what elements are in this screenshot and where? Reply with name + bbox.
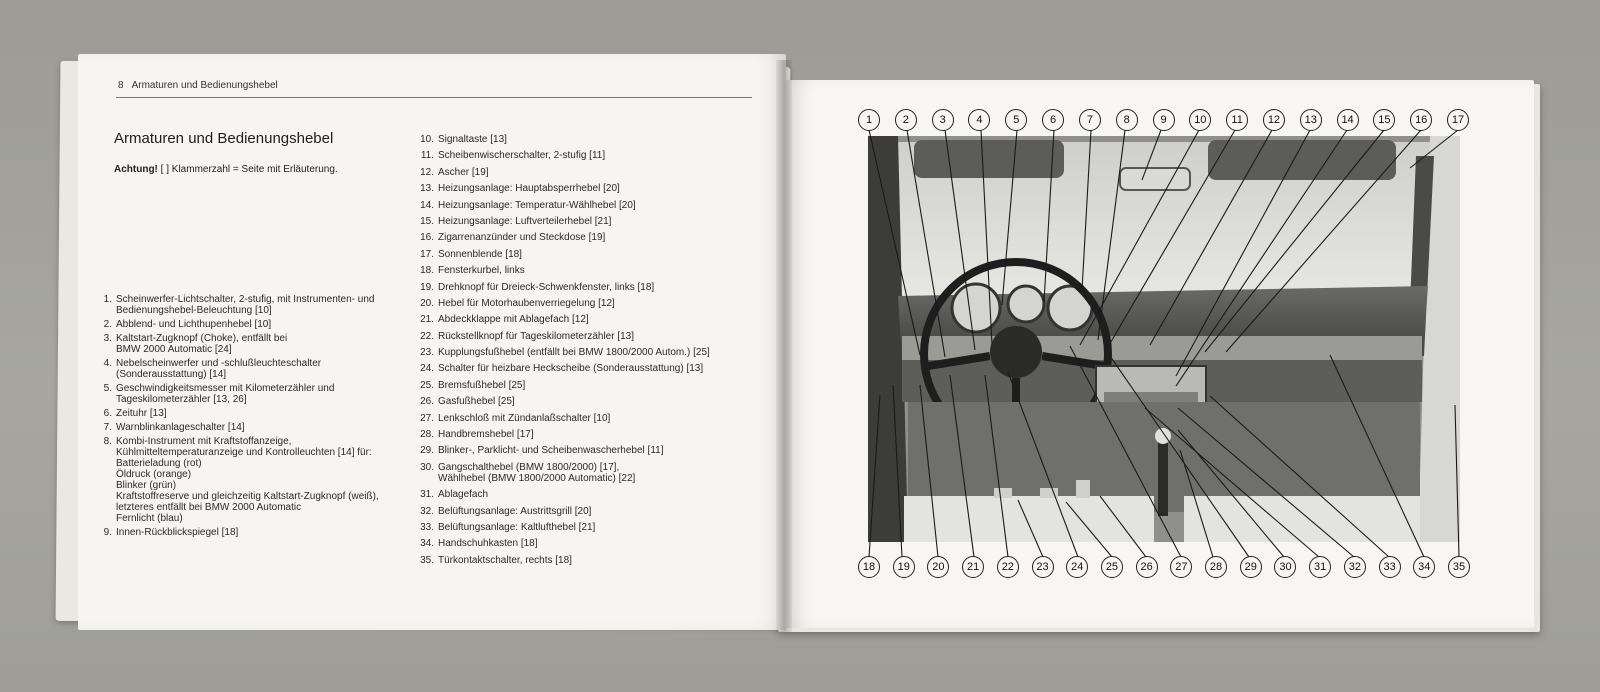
callout-16: 16: [1410, 109, 1432, 131]
callout-14: 14: [1337, 109, 1359, 131]
legend-item-number: 33.: [420, 521, 434, 533]
legend-item-text: Kombi-Instrument mit Kraftstoffanzeige, Kühlmitteltemperaturanzeige und Kontrolleuchten [14] für: Batterieladung (rot) Öldruck (orange) Blinker (grün) Kraftstoffreserve und gleichzeitig Kaltstart-Zugknopf (weiß), letzteres entfällt bei BMW 2000 Automatic Fernlicht (blau): [116, 436, 379, 524]
legend-item-text: Belüftungsanlage: Austrittsgrill [20]: [438, 505, 592, 517]
legend-item-number: 3.: [103, 333, 112, 344]
callout-18: 18: [858, 556, 880, 578]
callout-21: 21: [962, 556, 984, 578]
callout-34: 34: [1413, 556, 1435, 578]
legend-item-number: 26.: [420, 396, 434, 408]
callout-22: 22: [997, 556, 1019, 578]
legend-item-number: 35.: [420, 554, 434, 566]
legend-item-text: Kaltstart-Zugknopf (Choke), entfällt bei BMW 2000 Automatic [24]: [116, 333, 288, 355]
legend-item-number: 18.: [420, 265, 434, 277]
note-text: [ ] Klammerzahl = Seite mit Erläuterung.: [160, 164, 338, 175]
callout-31: 31: [1309, 556, 1331, 578]
page-title: Armaturen und Bedienungshebel: [114, 130, 334, 147]
legend-item-text: Lenkschloß mit Zündanlaßschalter [10]: [438, 412, 611, 424]
legend-item-number: 15.: [420, 215, 434, 227]
legend-item-number: 14.: [420, 199, 434, 211]
legend-item-number: 9.: [103, 527, 112, 538]
callout-4: 4: [968, 109, 990, 131]
legend-item-number: 21.: [420, 314, 434, 326]
page-number: 8: [118, 80, 124, 91]
legend-item-number: 17.: [420, 248, 434, 260]
legend-item-text: Zeituhr [13]: [116, 408, 167, 419]
note-label: Achtung!: [114, 164, 158, 175]
callout-5: 5: [1005, 109, 1027, 131]
legend-item-text: Gangschalthebel (BMW 1800/2000) [17], Wählhebel (BMW 1800/2000 Automatic) [22]: [438, 461, 636, 484]
callout-32: 32: [1344, 556, 1366, 578]
legend-item-text: Belüftungsanlage: Kaltlufthebel [21]: [438, 521, 596, 533]
legend-item-number: 23.: [420, 347, 434, 359]
legend-item-text: Blinker-, Parklicht- und Scheibenwascherhebel [11]: [438, 445, 664, 457]
callout-10: 10: [1189, 109, 1211, 131]
callout-33: 33: [1379, 556, 1401, 578]
callout-26: 26: [1136, 556, 1158, 578]
legend-item-text: Sonnenblende [18]: [438, 248, 522, 260]
legend-item-number: 7.: [103, 422, 112, 433]
legend-item-text: Scheibenwischerschalter, 2-stufig [11]: [438, 150, 606, 162]
legend-item-text: Schalter für heizbare Heckscheibe (Sonderausstattung) [13]: [438, 363, 704, 375]
callout-25: 25: [1101, 556, 1123, 578]
legend-item-number: 11.: [420, 150, 434, 162]
legend-item-text: Gasfußhebel [25]: [438, 396, 515, 408]
callout-3: 3: [932, 109, 954, 131]
callout-13: 13: [1300, 109, 1322, 131]
legend-item-text: Signaltaste [13]: [438, 134, 507, 145]
callout-19: 19: [893, 556, 915, 578]
legend-item-text: Abdeckklappe mit Ablagefach [12]: [438, 314, 589, 326]
callout-11: 11: [1226, 109, 1248, 131]
legend-item-number: 24.: [420, 363, 434, 375]
legend-item-number: 13.: [420, 183, 434, 195]
callout-20: 20: [927, 556, 949, 578]
callout-9: 9: [1153, 109, 1175, 131]
legend-item-number: 28.: [420, 429, 434, 441]
legend-item-number: 30.: [420, 461, 434, 473]
legend-item-number: 22.: [420, 330, 434, 342]
legend-item-text: Drehknopf für Dreieck-Schwenkfenster, links [18]: [438, 281, 655, 293]
legend-item-text: Fensterkurbel, links: [438, 265, 525, 277]
callout-2: 2: [895, 109, 917, 131]
callout-15: 15: [1373, 109, 1395, 131]
legend-item-number: 31.: [420, 489, 434, 501]
legend-item-number: 19.: [420, 281, 434, 293]
callout-6: 6: [1042, 109, 1064, 131]
callout-8: 8: [1116, 109, 1138, 131]
callout-23: 23: [1032, 556, 1054, 578]
legend-item-number: 16.: [420, 232, 434, 244]
callout-35: 35: [1448, 556, 1470, 578]
callout-28: 28: [1205, 556, 1227, 578]
callout-29: 29: [1240, 556, 1262, 578]
callout-12: 12: [1263, 109, 1285, 131]
legend-item-number: 5.: [103, 383, 112, 394]
legend-item-number: 20.: [420, 297, 434, 309]
legend-item-text: Geschwindigkeitsmesser mit Kilometerzähler und Tageskilometerzähler [13, 26]: [116, 383, 335, 405]
legend-item-number: 25.: [420, 379, 434, 391]
legend-item-text: Handschuhkasten [18]: [438, 538, 538, 550]
legend-item-number: 34.: [420, 538, 434, 550]
legend-item-text: Rückstellknopf für Tageskilometerzähler [13]: [438, 330, 635, 342]
legend-item-text: Scheinwerfer-Lichtschalter, 2-stufig, mit Instrumenten- und Bedienungshebel-Beleuchtung [10]: [116, 294, 375, 316]
legend-item-text: Handbremshebel [17]: [438, 429, 534, 441]
callout-7: 7: [1079, 109, 1101, 131]
legend-item-number: 12.: [420, 166, 434, 178]
legend-item-text: Zigarrenanzünder und Steckdose [19]: [438, 232, 606, 244]
legend-item-text: Innen-Rückblickspiegel [18]: [116, 527, 239, 538]
legend-item-text: Warnblinkanlageschalter [14]: [116, 422, 245, 433]
callout-1: 1: [858, 109, 880, 131]
legend-item-text: Bremsfußhebel [25]: [438, 379, 526, 391]
legend-item-text: Heizungsanlage: Temperatur-Wählhebel [20]: [438, 199, 636, 211]
legend-item-number: 6.: [103, 408, 112, 419]
callout-17: 17: [1447, 109, 1469, 131]
legend-item-text: Heizungsanlage: Hauptabsperrhebel [20]: [438, 183, 620, 195]
legend-item-number: 10.: [420, 134, 434, 145]
legend-item-text: Türkontaktschalter, rechts [18]: [438, 554, 572, 566]
legend-item-text: Abblend- und Lichthupenhebel [10]: [116, 319, 272, 330]
legend-item-number: 4.: [103, 358, 112, 369]
callout-30: 30: [1274, 556, 1296, 578]
legend-item-text: Kupplungsfußhebel (entfällt bei BMW 1800/2000 Autom.) [25]: [438, 347, 710, 359]
running-head-text: Armaturen und Bedienungshebel: [131, 80, 278, 91]
legend-item-number: 29.: [420, 445, 434, 457]
legend-item-number: 2.: [103, 319, 112, 330]
legend-item-text: Nebelscheinwerfer und -schlußleuchteschalter (Sonderausstattung) [14]: [116, 358, 322, 380]
callout-27: 27: [1170, 556, 1192, 578]
legend-item-text: Ascher [19]: [438, 166, 489, 178]
legend-item-number: 27.: [420, 412, 434, 424]
legend-item-number: 1.: [103, 294, 112, 305]
legend-item-text: Hebel für Motorhaubenverriegelung [12]: [438, 297, 615, 309]
legend-item-text: Ablagefach: [438, 489, 489, 501]
legend-item-text: Heizungsanlage: Luftverteilerhebel [21]: [438, 215, 612, 227]
legend-item-number: 32.: [420, 505, 434, 517]
callout-24: 24: [1066, 556, 1088, 578]
legend-item-number: 8.: [103, 436, 112, 447]
